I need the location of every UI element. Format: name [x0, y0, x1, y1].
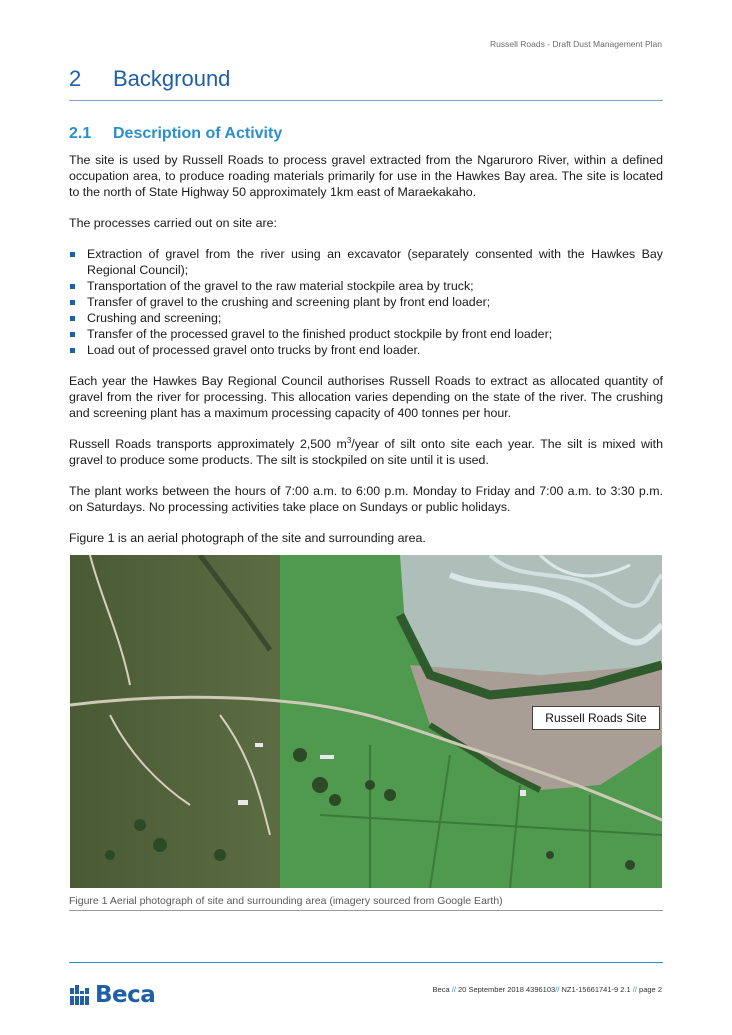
section-title: Background: [113, 66, 231, 91]
beca-logo: [70, 982, 155, 1008]
bullet-icon: [70, 252, 75, 257]
paragraph-hours: The plant works between the hours of 7:00 a.m. to 6:00 p.m. Monday to Friday and 7:00 a.m. to 3:30 p.m. on Saturdays. No processing activities take place on Sundays or public holidays.: [69, 484, 663, 514]
list-item: Crushing and screening;: [69, 310, 663, 326]
subsection-heading: [69, 125, 282, 143]
logo-text: Beca: [95, 982, 156, 1008]
bullet-icon: [70, 284, 75, 289]
footer-page: page 2: [639, 985, 662, 994]
site-label: Russell Roads Site: [532, 706, 660, 730]
footer-company: Beca: [432, 985, 450, 994]
list-item: Extraction of gravel from the river using an excavator (separately consented with the Hawkes Bay Regional Council);: [69, 246, 663, 278]
bullet-icon: [70, 332, 75, 337]
process-list: [69, 246, 663, 358]
footer-info: Beca // 20 September 2018 4396103// NZ1-15661741-9 2.1 // page 2: [432, 985, 662, 994]
body-text: [69, 152, 663, 561]
footer-divider: [69, 962, 663, 963]
bullet-icon: [70, 316, 75, 321]
bullet-icon: [70, 348, 75, 353]
aerial-photo: [70, 555, 662, 888]
paragraph-figure-ref: Figure 1 is an aerial photograph of the site and surrounding area.: [69, 531, 426, 545]
paragraph-processes-intro: The processes carried out on site are:: [69, 216, 277, 230]
logo-mark-icon: [70, 985, 92, 1005]
paragraph-allocation: Each year the Hawkes Bay Regional Council authorises Russell Roads to extract as allocated quantity of gravel from the river for processing. This allocation varies depending on the state of the river. The crushing and screening plant has a maximum processing capacity of 400 tonnes per hour.: [69, 374, 663, 420]
subsection-number: 2.1: [69, 125, 92, 142]
list-item: Load out of processed gravel onto trucks by front end loader.: [69, 342, 663, 358]
bullet-icon: [70, 300, 75, 305]
paragraph-silt: Russell Roads transports approximately 2,500 $m^3$/year of silt onto site each year. The silt is mixed with gravel to produce some products. The silt is stockpiled on site until it is used.: [69, 435, 663, 467]
list-item: Transfer of the processed gravel to the finished product stockpile by front end loader;: [69, 326, 663, 342]
figure-caption: Figure 1 Aerial photograph of site and surrounding area (imagery sourced from Google Earth): [69, 895, 663, 911]
footer-job: 4396103: [526, 985, 556, 994]
list-item: Transfer of gravel to the crushing and screening plant by front end loader;: [69, 294, 663, 310]
section-heading: [69, 66, 663, 101]
section-number: 2: [69, 66, 82, 91]
running-header: Russell Roads - Draft Dust Management Plan: [490, 39, 662, 49]
footer-date: 20 September 2018: [458, 985, 524, 994]
subsection-title: Description of Activity: [113, 125, 283, 142]
footer-doc-ref: NZ1-15661741-9 2.1: [561, 985, 631, 994]
paragraph-site: The site is used by Russell Roads to process gravel extracted from the Ngaruroro River, within a defined occupation area, to produce roading materials primarily for use in the Hawkes Bay area. The site is located to the north of State Highway 50 approximately 1km east of Maraekakaho.: [69, 153, 663, 199]
list-item: Transportation of the gravel to the raw material stockpile area by truck;: [69, 278, 663, 294]
